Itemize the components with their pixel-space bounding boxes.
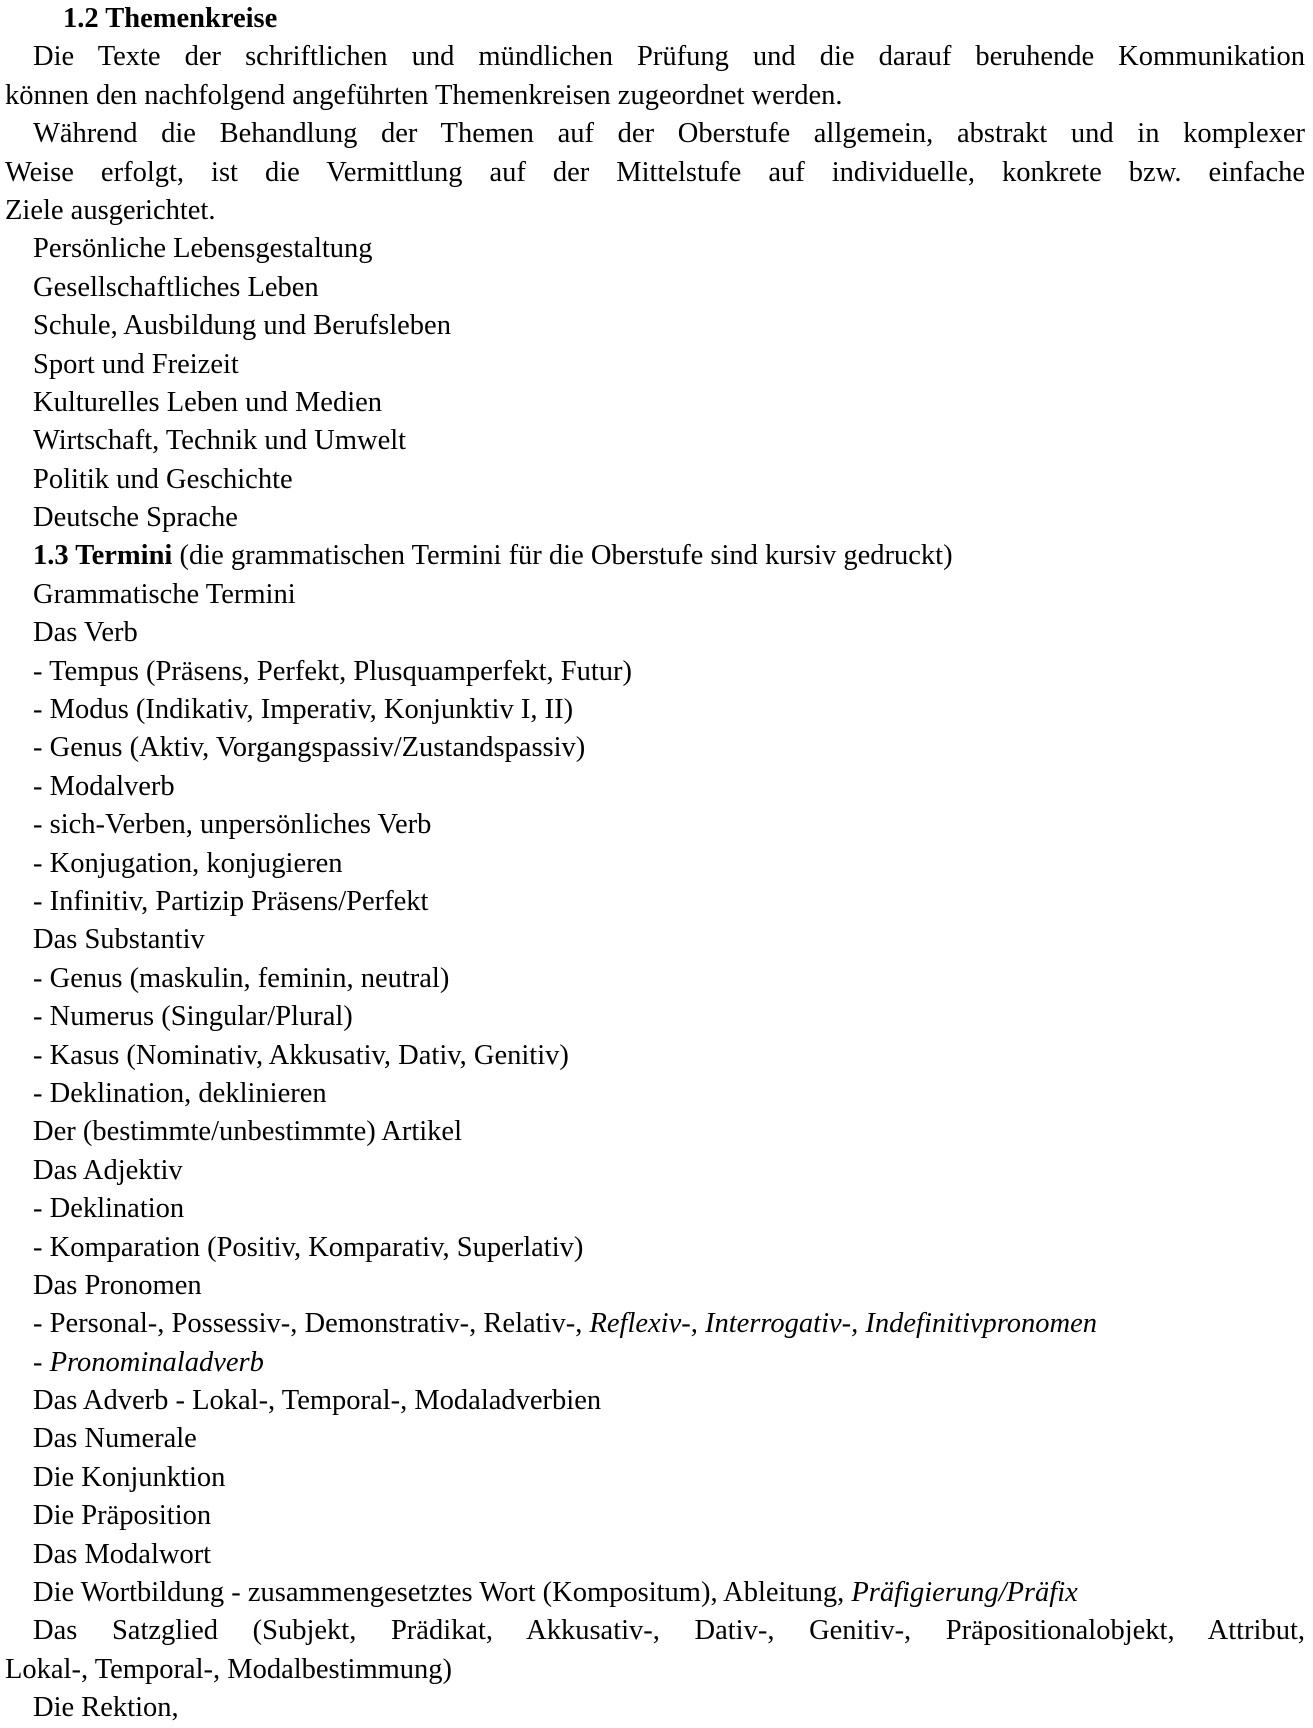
term-item: - Numerus (Singular/Plural) [33, 1001, 353, 1033]
section-heading-themenkreise: 1.2 Themenkreise [63, 3, 278, 34]
topic-item: Deutsche Sprache [33, 502, 238, 534]
section-heading-termini-bold: 1.3 Termini [33, 540, 173, 572]
section-heading-termini [5, 537, 1305, 575]
term-item: - Genus (Aktiv, Vorgangspassiv/Zustandspassiv) [33, 732, 586, 764]
term-item [5, 1305, 1305, 1343]
term-group-title: Die Präposition [33, 1500, 212, 1532]
term-item: - Modalverb [33, 770, 175, 802]
paragraph-line: Die Texte der schriftlichen und mündlichen Prüfung und die darauf beruhende Kommunikation [33, 41, 1305, 73]
paragraph-line: Während die Behandlung der Themen auf der Oberstufe allgemein, abstrakt und in komplexer [33, 118, 1305, 150]
term-item-advanced: Präfigierung/Präfix [851, 1577, 1078, 1609]
section-heading-termini-note: (die grammatischen Termini für die Oberstufe sind kursiv gedruckt) [172, 540, 953, 572]
term-group-title: Das Adjektiv [33, 1154, 183, 1186]
term-item: - Kasus (Nominativ, Akkusativ, Dativ, Genitiv) [33, 1039, 569, 1071]
topic-item: Schule, Ausbildung und Berufsleben [33, 310, 451, 342]
term-item: - Deklination [33, 1193, 185, 1225]
term-group-title: Das Substantiv [33, 924, 205, 956]
topic-item: Wirtschaft, Technik und Umwelt [33, 425, 407, 457]
term-item: - Modus (Indikativ, Imperativ, Konjunktiv I, II) [33, 694, 574, 726]
paragraph-line: können den nachfolgend angeführten Themenkreisen zugeordnet werden. [5, 79, 843, 111]
term-group-title: Die Konjunktion [33, 1461, 226, 1493]
term-group-title: Das Satzglied (Subjekt, Prädikat, Akkusativ-, Dativ-, Genitiv-, Präpositionalobjekt, Attribut, [33, 1615, 1305, 1647]
term-group-title: Das Numerale [33, 1423, 197, 1455]
subtitle: Grammatische Termini [33, 578, 296, 610]
term-group-title: Das Modalwort [33, 1538, 212, 1570]
term-item: - Genus (maskulin, feminin, neutral) [33, 962, 450, 994]
term-item-plain: - Personal-, Possessiv-, Demonstrativ-, Relativ-, [33, 1308, 590, 1340]
topic-item: Persönliche Lebensgestaltung [33, 233, 373, 265]
term-group-title [5, 1574, 1305, 1612]
term-item: - Infinitiv, Partizip Präsens/Perfekt [33, 885, 429, 917]
term-group-title-continued: Lokal-, Temporal-, Modalbestimmung) [5, 1653, 453, 1685]
term-item: - sich-Verben, unpersönliches Verb [33, 809, 432, 841]
topic-item: Kulturelles Leben und Medien [33, 386, 383, 418]
term-item: - Konjugation, konjugieren [33, 847, 343, 879]
term-item-plain: Die Wortbildung - zusammengesetztes Wort (Kompositum), Ableitung, [33, 1577, 852, 1609]
term-item-advanced: Reflexiv-, Interrogativ-, Indefinitivpronomen [589, 1308, 1098, 1340]
term-item [5, 1344, 1305, 1382]
paragraph-line: Weise erfolgt, ist die Vermittlung auf der Mittelstufe auf individuelle, konkrete bzw. einfache [5, 156, 1305, 188]
document-page [5, 0, 1305, 1728]
term-group-title: Das Pronomen [33, 1269, 202, 1301]
term-group-title: Der (bestimmte/unbestimmte) Artikel [33, 1116, 462, 1148]
term-item-advanced: - Pronominaladverb [33, 1346, 264, 1378]
term-group-title: Die Rektion, [33, 1692, 179, 1724]
term-item: - Komparation (Positiv, Komparativ, Superlativ) [33, 1231, 584, 1263]
topic-item: Gesellschaftliches Leben [33, 271, 319, 303]
term-item: - Tempus (Präsens, Perfekt, Plusquamperfekt, Futur) [33, 655, 633, 687]
topic-item: Politik und Geschichte [33, 463, 293, 495]
paragraph-line: Ziele ausgerichtet. [5, 194, 216, 226]
term-group-title: Das Adverb - Lokal-, Temporal-, Modaladverbien [33, 1385, 602, 1417]
term-group-title: Das Verb [33, 617, 138, 649]
topic-item: Sport und Freizeit [33, 348, 239, 380]
term-item: - Deklination, deklinieren [33, 1077, 327, 1109]
